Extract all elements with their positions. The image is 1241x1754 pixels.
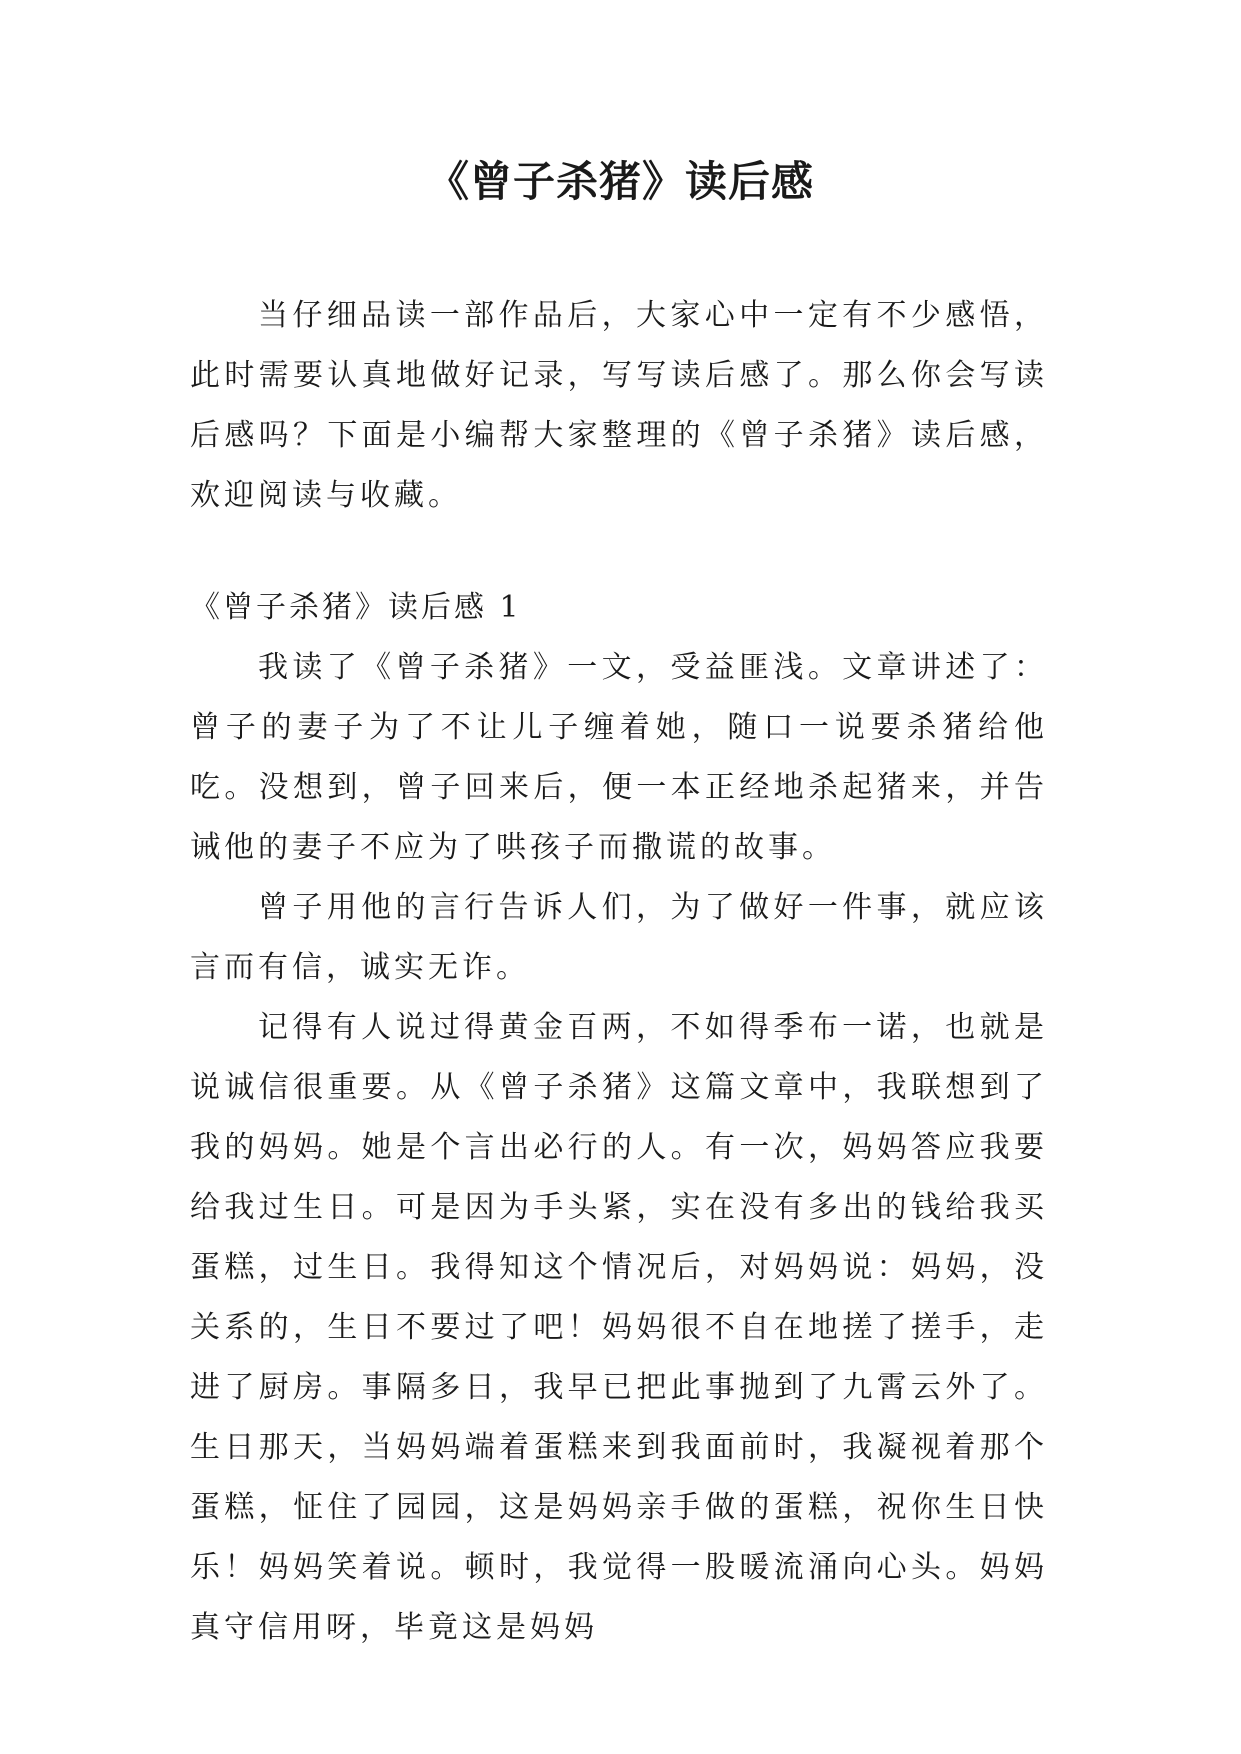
intro-paragraph: 当仔细品读一部作品后，大家心中一定有不少感悟，此时需要认真地做好记录，写写读后感了。那么你会写读后感吗？下面是小编帮大家整理的《曾子杀猪》读后感，欢迎阅读与收藏。: [190, 298, 1048, 513]
section-heading: 《曾子杀猪》读后感 1: [190, 590, 522, 625]
body-paragraph-1: 我读了《曾子杀猪》一文，受益匪浅。文章讲述了：曾子的妻子为了不让儿子缠着她，随口一说要杀猪给他吃。没想到，曾子回来后，便一本正经地杀起猪来，并告诫他的妻子不应为了哄孩子而撒谎的故事。: [190, 650, 1048, 865]
body-paragraph-3: 记得有人说过得黄金百两，不如得季布一诺，也就是说诚信很重要。从《曾子杀猪》这篇文章中，我联想到了我的妈妈。她是个言出必行的人。有一次，妈妈答应我要给我过生日。可是因为手头紧，实在没有多出的钱给我买蛋糕，过生日。我得知这个情况后，对妈妈说：妈妈，没关系的，生日不要过了吧！妈妈很不自在地搓了搓手，走进了厨房。事隔多日，我早已把此事抛到了九霄云外了。生日那天，当妈妈端着蛋糕来到我面前时，我凝视着那个蛋糕，怔住了园园，这是妈妈亲手做的蛋糕，祝你生日快乐！妈妈笑着说。顿时，我觉得一股暖流涌向心头。妈妈真守信用呀，毕竟这是妈妈: [190, 1010, 1048, 1645]
document-title: 《曾子杀猪》读后感: [426, 157, 814, 206]
body-paragraph-2: 曾子用他的言行告诉人们，为了做好一件事，就应该言而有信，诚实无诈。: [190, 890, 1048, 985]
